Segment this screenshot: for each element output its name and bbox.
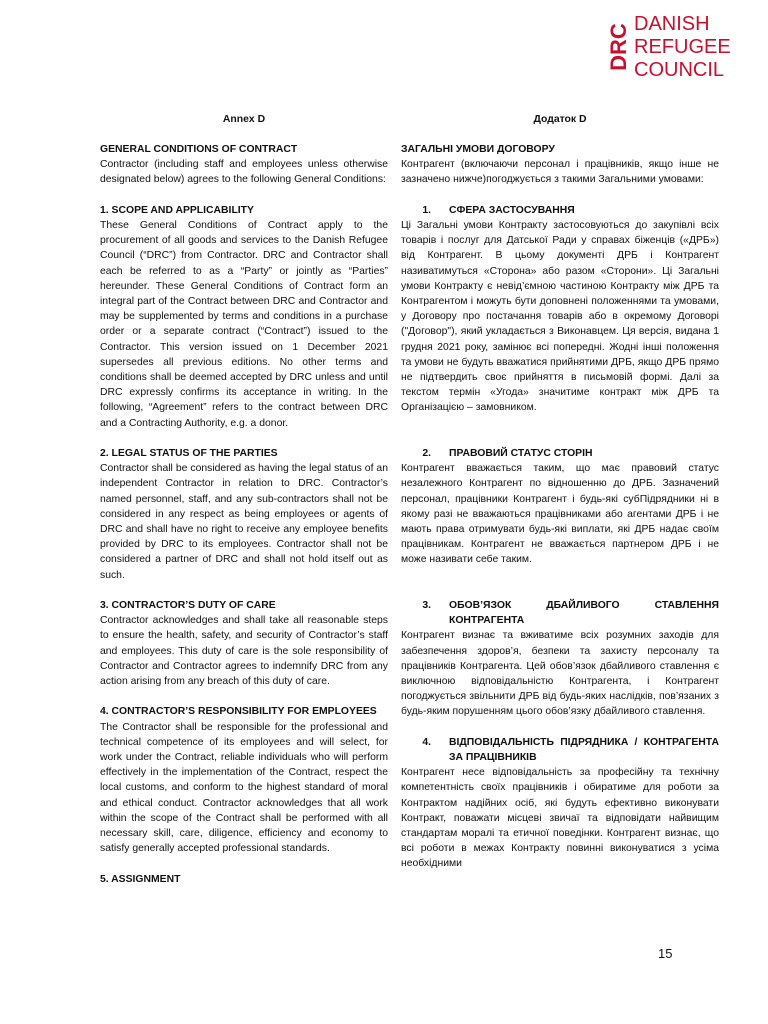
title-en: GENERAL CONDITIONS OF CONTRACT (100, 144, 298, 155)
page-number: 15 (658, 946, 673, 961)
section-3-heading-uk (401, 598, 719, 628)
section-1-text-uk: Ці Загальні умови Контракту застосовуються до закупівлі всіх товарів і послуг для Датської Ради у справах біженців («ДРБ») від Контрагент. В цьому документі ДРБ і Контрагент називатимуться «Сторона» або разом «Сторони». Ці Загальні умови Контракту є невід’ємною частиною Контракту між ДРБ та Контрагентом і можуть бути доповнені положеннями та умовами, у Договору про постачання товарів або в окремому Договорі ("Договор"), який укладається з Виконавцем. Ця версія, видана 1 грудня 2021 року, замінює всі попередні. Жодні інші положення та умови не будуть вважатися прийнятими ДРБ, якщо ДРБ прямо не підтвердить своє прийняття в письмовій формі. Далі за текстом термін «Угода» значитиме контракт між ДРБ та Організацією – замовником. (401, 220, 719, 414)
section-1-heading-en: 1. SCOPE AND APPLICABILITY (100, 204, 254, 216)
section-2-number-uk: 2. (422, 448, 431, 460)
section-3-text-uk: Контрагент визнає та вживатиме всіх розумних заходів для забезпечення здоров’я, безпеки та захисту персоналу та працівників Контрагента. Цей обов’язок дбайливого ставлення є виключною відповідальністю Контрагента, і Контрагент погоджується звільнити ДРБ від будь-яких наслідків, пов’язаних з будь-яким порушенням цього обов’язку дбайливого ставлення. (401, 630, 719, 718)
section-2-heading-en: 2. LEGAL STATUS OF THE PARTIES (100, 448, 278, 460)
title-uk: ЗАГАЛЬНІ УМОВИ ДОГОВОРУ (401, 144, 555, 155)
section-4-text-uk: Контрагент несе відповідальність за професійну та технічну компетентність своїх працівників і обиратиме для роботи за Контрактом надійних осіб, які будуть ефективно виконувати Контракт, поважати місцеві звичаї та відповідати найвищим стандартам моралі та етичної поведінки. Контрагент визнає, що всі роботи в межах Контракту повинні виконуватися з усіма необхідними (401, 767, 719, 870)
drc-logo-mark-text: DRC (606, 23, 631, 71)
section-1-number-uk: 1. (422, 204, 431, 216)
logo-line-3: COUNCIL (634, 59, 725, 81)
section-3-text-en: Contractor acknowledges and shall take all reasonable steps to ensure the health, safety, and security of Contractor’s staff and employees. This duty of care is the sole responsibility of Contractor and Contractor agrees to indemnify DRC from any action arising from any breach of this duty of care. (100, 615, 388, 688)
section-2-title-uk: ПРАВОВИЙ СТАТУС СТОРІН (449, 448, 593, 460)
annex-title-uk: Додаток D (533, 114, 587, 125)
section-2-text-uk: Контрагент вважається таким, що має правовий статус незалежного Контрагент по відношенню до ДРБ. Зазначений персонал, працівники Контрагент і будь-які субПідрядники ні в якому разі не вважаються працівниками або агентами ДРБ і не мають права отримувати будь-які виплати, які ДРБ надає своїм працівникам. Контрагент не вважається партнером ДРБ і не може називати себе таким. (401, 463, 719, 566)
section-4-title-uk: ВІДПОВІДАЛЬНІСТЬ ПІДРЯДНИКА / КОНТРАГЕНТА ЗА ПРАЦІВНИКІВ (449, 736, 719, 764)
section-4-heading-uk (401, 735, 719, 765)
section-5-heading-en: 5. ASSIGNMENT (100, 873, 181, 885)
logo-line-2: REFUGEE (634, 36, 731, 58)
english-column (100, 112, 388, 887)
section-2-text-en: Contractor shall be considered as having the legal status of an independent Contractor in relation to DRC. Contractor’s named personnel, staff, and any sub-contractors shall not be considered in any respect as being employees or agents of DRC and shall have no right to receive any employee benefits provided by DRC to its employees. Contractor shall not be considered a partner of DRC and shall not hold itself out as such. (100, 463, 388, 581)
drc-logo-words (634, 14, 731, 80)
intro-en: Contractor (including staff and employees unless otherwise designated below) agrees to the following General Conditions: (100, 159, 388, 186)
section-1-title-uk: СФЕРА ЗАСТОСУВАННЯ (449, 204, 575, 216)
section-4-heading-en: 4. CONTRACTOR’S RESPONSIBILITY FOR EMPLOYEES (100, 706, 377, 718)
drc-logo (608, 14, 731, 80)
section-3-heading-en: 3. CONTRACTOR’S DUTY OF CARE (100, 600, 276, 612)
intro-uk: Контрагент (включаючи персонал і працівників, якщо інше не зазначено нижче)погоджується з такими Загальними умовами: (401, 159, 719, 186)
ukrainian-column (401, 112, 719, 872)
drc-logo-mark (608, 14, 630, 80)
section-4-text-en: The Contractor shall be responsible for the professional and technical competence of its employees and will select, for work under the Contract, reliable individuals who will perform effectively in the implementation of the Contract, respect the local customs, and conform to the highest standard of moral and ethical conduct. Contractor acknowledges that all work within the scope of the Contract shall be performed with all necessary skill, care, diligence, efficiency and economy to satisfy generally accepted professional standards. (100, 721, 388, 855)
logo-line-1: DANISH (634, 13, 710, 35)
section-3-number-uk: 3. (422, 600, 431, 612)
section-1-heading-uk (401, 203, 719, 218)
section-2-heading-uk (401, 446, 719, 461)
section-3-title-uk: ОБОВ’ЯЗОК ДБАЙЛИВОГО СТАВЛЕННЯ КОНТРАГЕНТА (449, 600, 719, 627)
section-1-text-en: These General Conditions of Contract apply to the procurement of all goods and services to the Danish Refugee Council (“DRC”) from Contractor. DRC and Contractor shall each be referred to as a “Party” or jointly as “Parties” hereunder. These General Conditions of Contract form an integral part of the Contract between DRC and Contractor and may be supplemented by terms and conditions in a purchase order or a separate contract (“Contract”) issued to the Contractor. This version issued on 1 December 2021 supersedes all previous editions. No other terms and conditions shall be deemed accepted by DRC unless and until DRC expressly confirms its acceptance in writing. In the following, “Agreement” refers to the contract between DRC and a Contracting Authority, e.g. a donor. (100, 220, 388, 429)
section-4-number-uk: 4. (422, 736, 431, 748)
annex-title-en: Annex D (222, 114, 266, 125)
